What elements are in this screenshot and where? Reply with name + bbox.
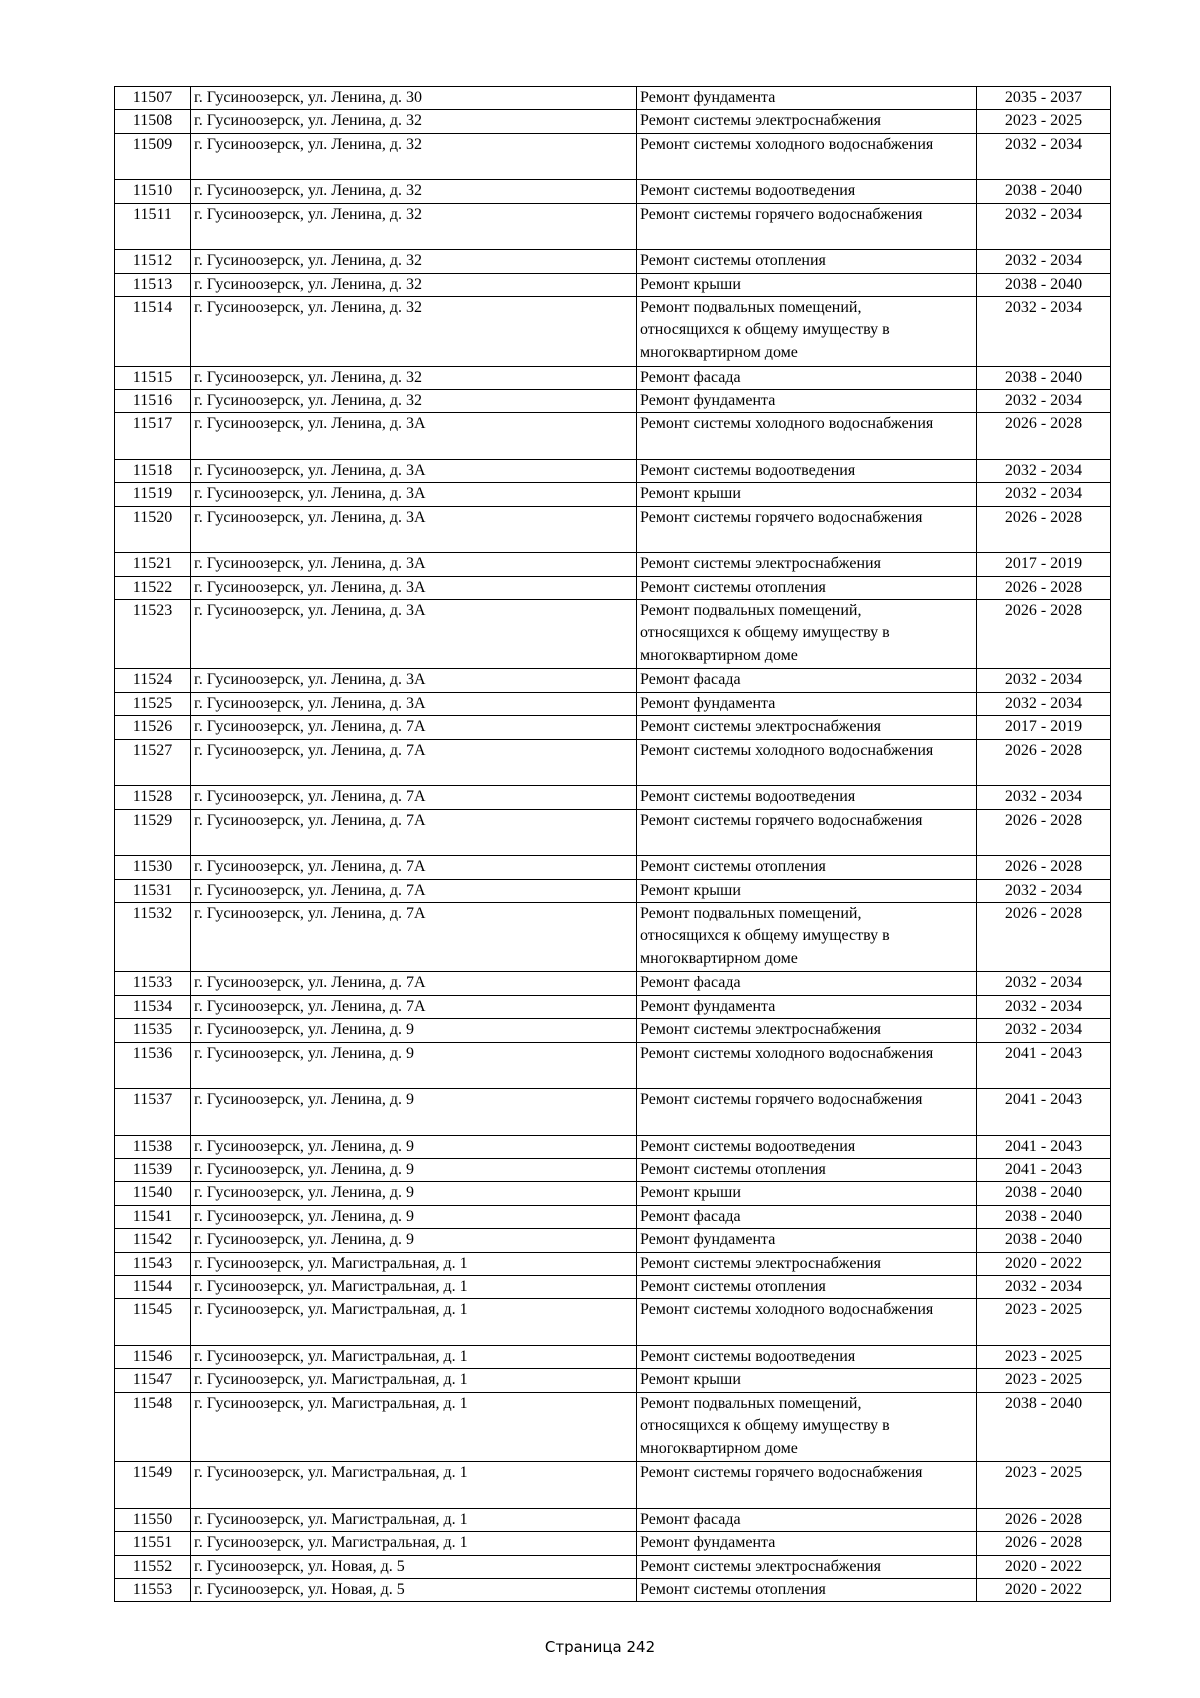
period-cell: 2038 - 2040	[977, 273, 1111, 296]
work-type-line: Ремонт фундамента	[640, 1534, 776, 1552]
table-body	[115, 87, 1111, 1602]
row-number-cell: 11528	[115, 786, 191, 809]
work-type-cell	[637, 389, 977, 412]
work-type-line: Ремонт фундамента	[640, 391, 776, 409]
row-number-cell: 11508	[115, 110, 191, 133]
row-number-cell: 11552	[115, 1555, 191, 1578]
work-type-line: Ремонт крыши	[640, 485, 741, 503]
address-cell: г. Гусиноозерск, ул. Магистральная, д. 1	[191, 1299, 637, 1346]
work-type-cell	[637, 250, 977, 273]
row-number-cell: 11513	[115, 273, 191, 296]
table-row	[115, 786, 1111, 809]
table-row	[115, 902, 1111, 972]
table-row	[115, 576, 1111, 599]
work-type-cell	[637, 902, 977, 972]
table-row	[115, 669, 1111, 692]
work-type-cell	[637, 413, 977, 460]
work-type-cell	[637, 459, 977, 482]
work-type-cell	[637, 1159, 977, 1182]
period-cell: 2026 - 2028	[977, 809, 1111, 856]
address-cell: г. Гусиноозерск, ул. Магистральная, д. 1	[191, 1252, 637, 1275]
work-type-cell	[637, 110, 977, 133]
row-number-cell: 11518	[115, 459, 191, 482]
table-row	[115, 972, 1111, 995]
period-cell: 2020 - 2022	[977, 1555, 1111, 1578]
address-cell: г. Гусиноозерск, ул. Ленина, д. 32	[191, 250, 637, 273]
period-cell: 2041 - 2043	[977, 1135, 1111, 1158]
table-row	[115, 203, 1111, 250]
table-row	[115, 413, 1111, 460]
period-cell: 2017 - 2019	[977, 553, 1111, 576]
period-cell: 2038 - 2040	[977, 1392, 1111, 1462]
work-type-line: Ремонт подвальных помещений,	[640, 904, 862, 922]
table-row	[115, 599, 1111, 669]
period-cell: 2038 - 2040	[977, 180, 1111, 203]
work-type-cell	[637, 553, 977, 576]
period-cell: 2035 - 2037	[977, 87, 1111, 110]
table-row	[115, 110, 1111, 133]
work-type-line: многоквартирном доме	[640, 343, 798, 361]
period-cell: 2032 - 2034	[977, 133, 1111, 180]
period-cell: 2032 - 2034	[977, 879, 1111, 902]
period-cell: 2032 - 2034	[977, 483, 1111, 506]
address-cell: г. Гусиноозерск, ул. Ленина, д. 7А	[191, 879, 637, 902]
table-row	[115, 1089, 1111, 1136]
address-cell: г. Гусиноозерск, ул. Магистральная, д. 1	[191, 1276, 637, 1299]
work-type-line: относящихся к общему имуществу в	[640, 927, 890, 945]
address-cell: г. Гусиноозерск, ул. Ленина, д. 3А	[191, 413, 637, 460]
table-row	[115, 553, 1111, 576]
table-row	[115, 1019, 1111, 1042]
table-row	[115, 1159, 1111, 1182]
row-number-cell: 11515	[115, 366, 191, 389]
period-cell: 2026 - 2028	[977, 576, 1111, 599]
work-type-line: Ремонт системы электроснабжения	[640, 555, 881, 573]
table-row	[115, 1135, 1111, 1158]
address-cell: г. Гусиноозерск, ул. Новая, д. 5	[191, 1555, 637, 1578]
address-cell: г. Гусиноозерск, ул. Ленина, д. 7А	[191, 902, 637, 972]
work-type-cell	[637, 1089, 977, 1136]
table-row	[115, 459, 1111, 482]
row-number-cell: 11536	[115, 1042, 191, 1089]
table-row	[115, 1555, 1111, 1578]
row-number-cell: 11517	[115, 413, 191, 460]
work-type-line: Ремонт системы холодного водоснабжения	[640, 135, 934, 153]
row-number-cell: 11541	[115, 1205, 191, 1228]
table-row	[115, 1229, 1111, 1252]
address-cell: г. Гусиноозерск, ул. Ленина, д. 9	[191, 1089, 637, 1136]
period-cell: 2032 - 2034	[977, 203, 1111, 250]
period-cell: 2032 - 2034	[977, 297, 1111, 367]
address-cell: г. Гусиноозерск, ул. Новая, д. 5	[191, 1579, 637, 1602]
address-cell: г. Гусиноозерск, ул. Ленина, д. 9	[191, 1182, 637, 1205]
table-row	[115, 1345, 1111, 1368]
period-cell: 2038 - 2040	[977, 366, 1111, 389]
work-type-line: Ремонт системы водоотведения	[640, 1137, 856, 1155]
work-type-line: Ремонт системы отопления	[640, 1161, 826, 1179]
row-number-cell: 11509	[115, 133, 191, 180]
work-type-line: Ремонт крыши	[640, 1184, 741, 1202]
address-cell: г. Гусиноозерск, ул. Ленина, д. 9	[191, 1159, 637, 1182]
work-type-cell	[637, 786, 977, 809]
address-cell: г. Гусиноозерск, ул. Магистральная, д. 1	[191, 1532, 637, 1555]
row-number-cell: 11538	[115, 1135, 191, 1158]
address-cell: г. Гусиноозерск, ул. Ленина, д. 3А	[191, 692, 637, 715]
table-row	[115, 1299, 1111, 1346]
period-cell: 2041 - 2043	[977, 1089, 1111, 1136]
address-cell: г. Гусиноозерск, ул. Ленина, д. 3А	[191, 553, 637, 576]
table-row	[115, 180, 1111, 203]
work-type-cell	[637, 87, 977, 110]
work-type-line: Ремонт крыши	[640, 275, 741, 293]
work-type-cell	[637, 809, 977, 856]
work-type-line: Ремонт системы электроснабжения	[640, 1021, 881, 1039]
row-number-cell: 11524	[115, 669, 191, 692]
address-cell: г. Гусиноозерск, ул. Ленина, д. 32	[191, 203, 637, 250]
address-cell: г. Гусиноозерск, ул. Ленина, д. 30	[191, 87, 637, 110]
address-cell: г. Гусиноозерск, ул. Ленина, д. 7А	[191, 739, 637, 786]
work-type-cell	[637, 879, 977, 902]
period-cell: 2032 - 2034	[977, 250, 1111, 273]
row-number-cell: 11511	[115, 203, 191, 250]
row-number-cell: 11534	[115, 995, 191, 1018]
period-cell: 2026 - 2028	[977, 599, 1111, 669]
table-row	[115, 1508, 1111, 1531]
period-cell: 2038 - 2040	[977, 1205, 1111, 1228]
work-type-cell	[637, 1252, 977, 1275]
work-type-cell	[637, 1345, 977, 1368]
work-type-line: Ремонт системы водоотведения	[640, 461, 856, 479]
table-row	[115, 1252, 1111, 1275]
repair-schedule-table	[114, 86, 1111, 1602]
table-row	[115, 250, 1111, 273]
work-type-line: Ремонт системы электроснабжения	[640, 718, 881, 736]
work-type-line: относящихся к общему имуществу в	[640, 1417, 890, 1435]
period-cell: 2032 - 2034	[977, 972, 1111, 995]
row-number-cell: 11537	[115, 1089, 191, 1136]
work-type-cell	[637, 1462, 977, 1509]
period-cell: 2032 - 2034	[977, 692, 1111, 715]
period-cell: 2038 - 2040	[977, 1182, 1111, 1205]
work-type-cell	[637, 1019, 977, 1042]
work-type-line: Ремонт подвальных помещений,	[640, 1394, 862, 1412]
work-type-cell	[637, 692, 977, 715]
period-cell: 2017 - 2019	[977, 716, 1111, 739]
work-type-cell	[637, 669, 977, 692]
work-type-cell	[637, 1042, 977, 1089]
period-cell: 2038 - 2040	[977, 1229, 1111, 1252]
table-row	[115, 87, 1111, 110]
work-type-cell	[637, 1392, 977, 1462]
row-number-cell: 11510	[115, 180, 191, 203]
work-type-cell	[637, 366, 977, 389]
period-cell: 2032 - 2034	[977, 389, 1111, 412]
work-type-line: Ремонт системы электроснабжения	[640, 112, 881, 130]
address-cell: г. Гусиноозерск, ул. Ленина, д. 7А	[191, 995, 637, 1018]
work-type-line: Ремонт фундамента	[640, 1231, 776, 1249]
period-cell: 2026 - 2028	[977, 902, 1111, 972]
row-number-cell: 11535	[115, 1019, 191, 1042]
work-type-cell	[637, 576, 977, 599]
table-row	[115, 809, 1111, 856]
table-row	[115, 273, 1111, 296]
address-cell: г. Гусиноозерск, ул. Ленина, д. 9	[191, 1135, 637, 1158]
table-row	[115, 1462, 1111, 1509]
table-row	[115, 739, 1111, 786]
period-cell: 2041 - 2043	[977, 1159, 1111, 1182]
work-type-line: Ремонт системы холодного водоснабжения	[640, 741, 934, 759]
address-cell: г. Гусиноозерск, ул. Магистральная, д. 1	[191, 1392, 637, 1462]
address-cell: г. Гусиноозерск, ул. Ленина, д. 7А	[191, 786, 637, 809]
table-row	[115, 1276, 1111, 1299]
row-number-cell: 11516	[115, 389, 191, 412]
address-cell: г. Гусиноозерск, ул. Ленина, д. 32	[191, 273, 637, 296]
work-type-line: относящихся к общему имуществу в	[640, 624, 890, 642]
table-row	[115, 1392, 1111, 1462]
address-cell: г. Гусиноозерск, ул. Ленина, д. 3А	[191, 483, 637, 506]
table-row	[115, 1205, 1111, 1228]
work-type-cell	[637, 599, 977, 669]
work-type-cell	[637, 133, 977, 180]
work-type-line: Ремонт фасада	[640, 1207, 741, 1225]
work-type-cell	[637, 180, 977, 203]
table-row	[115, 856, 1111, 879]
table-row	[115, 506, 1111, 553]
work-type-cell	[637, 1229, 977, 1252]
row-number-cell: 11546	[115, 1345, 191, 1368]
work-type-cell	[637, 856, 977, 879]
row-number-cell: 11543	[115, 1252, 191, 1275]
row-number-cell: 11520	[115, 506, 191, 553]
row-number-cell: 11529	[115, 809, 191, 856]
work-type-cell	[637, 1532, 977, 1555]
period-cell: 2032 - 2034	[977, 1276, 1111, 1299]
table-row	[115, 995, 1111, 1018]
address-cell: г. Гусиноозерск, ул. Ленина, д. 7А	[191, 716, 637, 739]
period-cell: 2023 - 2025	[977, 1369, 1111, 1392]
table-row	[115, 1579, 1111, 1602]
work-type-line: Ремонт фасада	[640, 1510, 741, 1528]
work-type-line: Ремонт системы водоотведения	[640, 1347, 856, 1365]
table-row	[115, 483, 1111, 506]
work-type-line: Ремонт системы электроснабжения	[640, 1557, 881, 1575]
work-type-line: Ремонт системы отопления	[640, 578, 826, 596]
row-number-cell: 11531	[115, 879, 191, 902]
row-number-cell: 11548	[115, 1392, 191, 1462]
work-type-line: Ремонт системы горячего водоснабжения	[640, 205, 923, 223]
row-number-cell: 11532	[115, 902, 191, 972]
period-cell: 2020 - 2022	[977, 1252, 1111, 1275]
address-cell: г. Гусиноозерск, ул. Ленина, д. 32	[191, 110, 637, 133]
table-row	[115, 1369, 1111, 1392]
work-type-line: многоквартирном доме	[640, 949, 798, 967]
row-number-cell: 11551	[115, 1532, 191, 1555]
row-number-cell: 11526	[115, 716, 191, 739]
period-cell: 2032 - 2034	[977, 459, 1111, 482]
table-row	[115, 1182, 1111, 1205]
address-cell: г. Гусиноозерск, ул. Магистральная, д. 1	[191, 1369, 637, 1392]
work-type-line: Ремонт подвальных помещений,	[640, 601, 862, 619]
address-cell: г. Гусиноозерск, ул. Ленина, д. 9	[191, 1019, 637, 1042]
work-type-cell	[637, 1135, 977, 1158]
row-number-cell: 11540	[115, 1182, 191, 1205]
period-cell: 2026 - 2028	[977, 856, 1111, 879]
address-cell: г. Гусиноозерск, ул. Ленина, д. 7А	[191, 856, 637, 879]
work-type-cell	[637, 1276, 977, 1299]
row-number-cell: 11519	[115, 483, 191, 506]
work-type-line: Ремонт системы отопления	[640, 1278, 826, 1296]
work-type-line: Ремонт системы отопления	[640, 252, 826, 270]
work-type-line: Ремонт системы холодного водоснабжения	[640, 1044, 934, 1062]
period-cell: 2026 - 2028	[977, 506, 1111, 553]
period-cell: 2032 - 2034	[977, 786, 1111, 809]
table-row	[115, 366, 1111, 389]
address-cell: г. Гусиноозерск, ул. Магистральная, д. 1	[191, 1462, 637, 1509]
table-row	[115, 133, 1111, 180]
address-cell: г. Гусиноозерск, ул. Ленина, д. 32	[191, 297, 637, 367]
work-type-cell	[637, 483, 977, 506]
work-type-line: Ремонт системы холодного водоснабжения	[640, 415, 934, 433]
period-cell: 2026 - 2028	[977, 413, 1111, 460]
row-number-cell: 11545	[115, 1299, 191, 1346]
table-row	[115, 297, 1111, 367]
work-type-cell	[637, 297, 977, 367]
work-type-line: Ремонт системы электроснабжения	[640, 1254, 881, 1272]
row-number-cell: 11521	[115, 553, 191, 576]
work-type-line: Ремонт фасада	[640, 671, 741, 689]
table-row	[115, 1042, 1111, 1089]
work-type-cell	[637, 203, 977, 250]
work-type-line: Ремонт системы горячего водоснабжения	[640, 508, 923, 526]
work-type-line: Ремонт системы горячего водоснабжения	[640, 1091, 923, 1109]
work-type-line: Ремонт фундамента	[640, 694, 776, 712]
row-number-cell: 11530	[115, 856, 191, 879]
work-type-cell	[637, 995, 977, 1018]
row-number-cell: 11549	[115, 1462, 191, 1509]
page-number: Страница 242	[544, 1638, 656, 1656]
work-type-line: Ремонт фундамента	[640, 89, 776, 106]
work-type-line: Ремонт системы отопления	[640, 1581, 826, 1598]
row-number-cell: 11547	[115, 1369, 191, 1392]
work-type-line: Ремонт подвальных помещений,	[640, 299, 862, 317]
row-number-cell: 11544	[115, 1276, 191, 1299]
address-cell: г. Гусиноозерск, ул. Магистральная, д. 1	[191, 1345, 637, 1368]
table-row	[115, 692, 1111, 715]
address-cell: г. Гусиноозерск, ул. Ленина, д. 9	[191, 1042, 637, 1089]
period-cell: 2032 - 2034	[977, 1019, 1111, 1042]
row-number-cell: 11522	[115, 576, 191, 599]
period-cell: 2026 - 2028	[977, 1532, 1111, 1555]
period-cell: 2026 - 2028	[977, 1508, 1111, 1531]
work-type-line: Ремонт крыши	[640, 881, 741, 899]
table-row	[115, 1532, 1111, 1555]
work-type-line: Ремонт фасада	[640, 974, 741, 992]
row-number-cell: 11507	[115, 87, 191, 110]
work-type-cell	[637, 972, 977, 995]
address-cell: г. Гусиноозерск, ул. Ленина, д. 3А	[191, 506, 637, 553]
address-cell: г. Гусиноозерск, ул. Ленина, д. 3А	[191, 669, 637, 692]
work-type-line: Ремонт системы водоотведения	[640, 788, 856, 806]
address-cell: г. Гусиноозерск, ул. Магистральная, д. 1	[191, 1508, 637, 1531]
address-cell: г. Гусиноозерск, ул. Ленина, д. 7А	[191, 809, 637, 856]
row-number-cell: 11525	[115, 692, 191, 715]
work-type-line: Ремонт системы холодного водоснабжения	[640, 1301, 934, 1319]
period-cell: 2023 - 2025	[977, 1462, 1111, 1509]
period-cell: 2023 - 2025	[977, 1299, 1111, 1346]
period-cell: 2023 - 2025	[977, 1345, 1111, 1368]
work-type-line: Ремонт фундамента	[640, 997, 776, 1015]
work-type-line: многоквартирном доме	[640, 646, 798, 664]
work-type-cell	[637, 1508, 977, 1531]
work-type-cell	[637, 273, 977, 296]
address-cell: г. Гусиноозерск, ул. Ленина, д. 32	[191, 366, 637, 389]
work-type-line: многоквартирном доме	[640, 1439, 798, 1457]
work-type-cell	[637, 716, 977, 739]
work-type-line: Ремонт системы отопления	[640, 858, 826, 876]
work-type-line: Ремонт системы водоотведения	[640, 182, 856, 200]
row-number-cell: 11512	[115, 250, 191, 273]
work-type-cell	[637, 1579, 977, 1602]
address-cell: г. Гусиноозерск, ул. Ленина, д. 3А	[191, 459, 637, 482]
period-cell: 2026 - 2028	[977, 739, 1111, 786]
table-row	[115, 716, 1111, 739]
address-cell: г. Гусиноозерск, ул. Ленина, д. 9	[191, 1205, 637, 1228]
row-number-cell: 11553	[115, 1579, 191, 1602]
row-number-cell: 11514	[115, 297, 191, 367]
table-row	[115, 389, 1111, 412]
row-number-cell: 11527	[115, 739, 191, 786]
period-cell: 2032 - 2034	[977, 995, 1111, 1018]
address-cell: г. Гусиноозерск, ул. Ленина, д. 9	[191, 1229, 637, 1252]
work-type-cell	[637, 739, 977, 786]
row-number-cell: 11539	[115, 1159, 191, 1182]
period-cell: 2020 - 2022	[977, 1579, 1111, 1602]
work-type-cell	[637, 1555, 977, 1578]
work-type-line: относящихся к общему имуществу в	[640, 321, 890, 339]
address-cell: г. Гусиноозерск, ул. Ленина, д. 3А	[191, 599, 637, 669]
table-row	[115, 879, 1111, 902]
address-cell: г. Гусиноозерск, ул. Ленина, д. 3А	[191, 576, 637, 599]
work-type-cell	[637, 1182, 977, 1205]
work-type-cell	[637, 1205, 977, 1228]
row-number-cell: 11542	[115, 1229, 191, 1252]
work-type-line: Ремонт фасада	[640, 368, 741, 386]
work-type-line: Ремонт крыши	[640, 1371, 741, 1389]
address-cell: г. Гусиноозерск, ул. Ленина, д. 32	[191, 133, 637, 180]
period-cell: 2041 - 2043	[977, 1042, 1111, 1089]
address-cell: г. Гусиноозерск, ул. Ленина, д. 7А	[191, 972, 637, 995]
row-number-cell: 11550	[115, 1508, 191, 1531]
work-type-line: Ремонт системы горячего водоснабжения	[640, 811, 923, 829]
work-type-cell	[637, 1369, 977, 1392]
work-type-cell	[637, 506, 977, 553]
row-number-cell: 11523	[115, 599, 191, 669]
address-cell: г. Гусиноозерск, ул. Ленина, д. 32	[191, 180, 637, 203]
period-cell: 2032 - 2034	[977, 669, 1111, 692]
row-number-cell: 11533	[115, 972, 191, 995]
work-type-cell	[637, 1299, 977, 1346]
address-cell: г. Гусиноозерск, ул. Ленина, д. 32	[191, 389, 637, 412]
work-type-line: Ремонт системы горячего водоснабжения	[640, 1464, 923, 1482]
period-cell: 2023 - 2025	[977, 110, 1111, 133]
